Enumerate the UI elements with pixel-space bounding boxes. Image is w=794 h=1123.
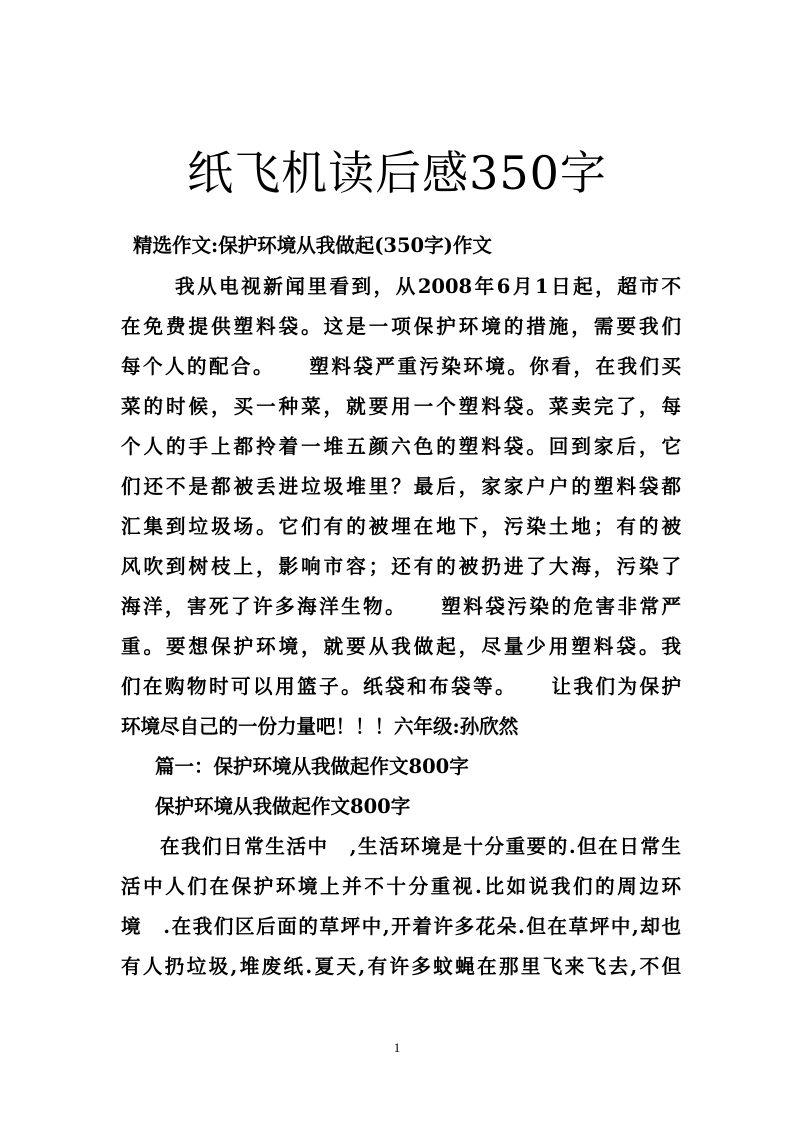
paragraph-line: 们在购物时可以用篮子。纸袋和布袋等。 让我们为保护 (121, 675, 681, 698)
page-number: 1 (393, 1040, 401, 1055)
paragraph-line: 风吹到树枝上，影响市容；还有的被扔进了大海，污染了 (121, 555, 681, 578)
section-heading: 保护环境从我做起作文800字 (155, 795, 411, 818)
paragraph-line: 我从电视新闻里看到，从2008年6月1日起，超市不 (175, 275, 681, 298)
paragraph-line: 每个人的配合。 塑料袋严重污染环境。你看，在我们买 (121, 355, 681, 378)
paragraph-line: 重。要想保护环境，就要从我做起，尽量少用塑料袋。我 (121, 635, 681, 658)
subheading: 精选作文:保护环境从我做起(350字)作文 (133, 234, 492, 257)
paragraph-line: 在免费提供塑料袋。这是一项保护环境的措施，需要我们 (121, 315, 681, 338)
paragraph-line: 有人扔垃圾,堆废纸.夏天,有许多蚊蝇在那里飞来飞去,不但 (121, 955, 681, 978)
paragraph-line: 汇集到垃圾场。它们有的被埋在地下，污染土地；有的被 (121, 515, 681, 538)
paragraph-line: 活中人们在保护环境上并不十分重视.比如说我们的周边环 (121, 875, 681, 898)
document-title: 纸飞机读后感350字 (187, 146, 607, 200)
paragraph-line: 个人的手上都拎着一堆五颜六色的塑料袋。回到家后，它 (121, 435, 681, 458)
paragraph-line: 境 .在我们区后面的草坪中,开着许多花朵.但在草坪中,却也 (121, 915, 681, 938)
paragraph-line: 环境尽自己的一份力量吧！！！六年级:孙欣然 (121, 715, 519, 738)
paragraph-line: 海洋，害死了许多海洋生物。 塑料袋污染的危害非常严 (121, 595, 681, 618)
paragraph-line: 们还不是都被丢进垃圾堆里？最后，家家户户的塑料袋都 (121, 475, 681, 498)
section-heading: 篇一：保护环境从我做起作文800字 (155, 755, 469, 778)
paragraph-line: 菜的时候，买一种菜，就要用一个塑料袋。菜卖完了，每 (121, 395, 681, 418)
paragraph-line: 在我们日常生活中 ,生活环境是十分重要的.但在日常生 (160, 835, 681, 858)
